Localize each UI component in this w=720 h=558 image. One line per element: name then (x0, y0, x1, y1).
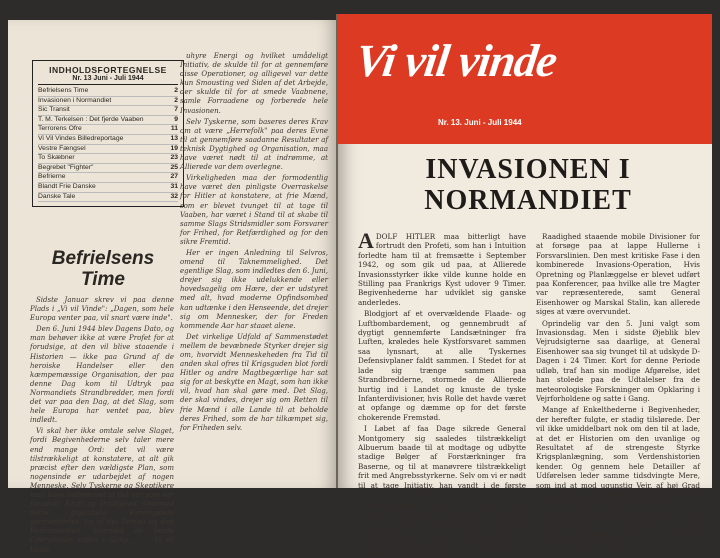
paragraph: Den 6. Juni 1944 blev Dagens Dato, og man behøver ikke at være Profet for at forudsige, at den vil blive staaende i Historien — ikke paa Grund af de heroiske Handelser eller den kæmpemæssige Organisation, der paa denne Dag kom til Udtryk paa Normandiets Strandbredder, men fordi det var paa den Dag, at det Slag, som hele Europa har ventet paa, blev indledt. (30, 325, 174, 425)
headline-line-2: NORMANDIET (424, 185, 632, 216)
toc-item-page: 2 (174, 87, 178, 94)
paragraph: Mange af Enkelthederne i Begivenheder, der herefter fulgte, er stadig tilslørede. Der vil ikke umiddelbart nok om den til at lade, at det er Historien om den uvanlige og Resultatet af de strengeste Styrke Krigsplanlægning, som Verdenshistorien kender. Og gennem hele Detailler af Udførelsen leder samme tidsdvingte Mere, som ind at mod ugunstig Vejr, af høj Grad har forøget de Vanskeligheder, som de allierede Tropper skulde overvinde. (536, 405, 700, 509)
masthead-banner (338, 14, 712, 144)
right-column-2 (536, 232, 700, 548)
toc-item (38, 154, 178, 164)
toc-item-page: 25 (170, 163, 178, 171)
toc-item (38, 164, 178, 174)
toc-item-title: Danske Tale (38, 192, 76, 200)
paragraph: Oprindelig var den 5. Juni valgt som Invasionsdag. Men i sidste Øjeblik blev Vejrudsigterne saa daarlige, at General Eisenhower saa sig tvunget til at udskyde D-Dagen i 24 Timer. Kort for denne Periode udløb, traf han sin modige Afgørelse, idet han stolede paa de Udtalelser fra de meteorologiske Forskninger om Opklaring i Vejrforholdene og satte i Gang. (536, 318, 700, 403)
toc-item-title: Befrierne (38, 173, 66, 181)
toc-subtitle: Nr. 13 Juni - Juli 1944 (38, 75, 178, 85)
toc-item-page: 19 (170, 144, 178, 152)
toc-item-title: T. M. Terkelsen : Det fjerde Vaaben (38, 115, 144, 123)
toc-item-title: Vi Vil Vindes Billedreportage (38, 134, 124, 142)
toc-item-page: 7 (174, 106, 178, 114)
toc-item-page: 9 (174, 115, 178, 123)
headline-line-1: INVASIONEN I (425, 154, 631, 185)
paragraph: Blodgjort af et overvældende Flaade- og Luftbombardement, og gennembrudt af dygtigt gennemførte Landsætninger fra Luften, krøledes hele Kystforsvaret sammen saa lynsnart, at alle Tyskernes Defensivplaner faldt sammen. I Stedet for at lade sig trænge sammen paa Strandbredderne, stormede de Allierede hurtig ind i Landet og knuste de tyske Infanterdivisioner, hvis Rolle det havde været at opfange og dæmme op for det første chokerende Fremstød. (358, 309, 526, 422)
toc-item (38, 106, 178, 116)
masthead-title: Vi vil vinde (352, 35, 560, 86)
toc-item-title: Befrielsens Time (38, 87, 89, 94)
toc-title: INDHOLDSFORTEGNELSE (49, 65, 167, 75)
left-page (8, 20, 338, 554)
paragraph: Selv Tyskerne, som baseres deres Krav om at være „Herrefolk" paa deres Evne til at gennemføre saadanne Resultater af teknisk Dygtighed og Organisation, maa have været nødt til at indrømme, at Allierede var dem overlegne. (180, 117, 328, 172)
toc-item-title: Blandt Frie Danske (38, 182, 96, 190)
issue-info: Nr. 13. Juni - Juli 1944 (438, 118, 522, 127)
paragraph: Virkeligheden maa der formodentlig have været den pinligste Overraskelse for Hitler at konstatere, at frie Mænd, som er blevet tvunget til at tage til Vaaben, har været i Stand til at skabe til samme Slags Stridsmidler som Forsvarer for Frihed, for Retfærdighed og for den sikre Fremtid. (180, 174, 328, 246)
toc-item-page: 2 (174, 96, 178, 104)
left-column-2 (180, 52, 328, 482)
toc-item (38, 87, 178, 97)
toc-item-page: 31 (170, 182, 178, 190)
toc-item-page: 32 (170, 192, 178, 200)
paragraph: Her er ingen Anledning til Selvros, omend til Taknemmelighed. Det egentlige Slag, som indledtes den 6. Juni, drejer sig ikke udelukkende eller hovedsagelig om Hære, der er udstyret med alt, hvad moderne Opfindsomhed kan udtænke i den Henseende, det drejer sig om Mennesker, der for Freden kommende Aar har staaet alene. (180, 248, 328, 330)
toc-item-title: To Skæbner (38, 154, 75, 162)
article-headline-invasionen (358, 154, 698, 216)
toc-item-title: Terrorens Ofre (38, 125, 82, 133)
toc-item-page: 23 (170, 154, 178, 162)
paragraph: DOLF HITLER maa bitterligt have fortrudt den Profeti, som han i Intuition forledte ham til at fremsætte i September 1942, og som gik ud paa, at Allierede Invasionsstyrker ikke vilde kunne holde en Stilling paa Frankrigs Kyst udover 9 Timer. Begivenhederne har udviklet sig ganske anderledes. (358, 232, 526, 307)
toc-item (38, 193, 178, 203)
toc-item (38, 183, 178, 193)
paragraph: Sidste Januar skrev vi paa denne Plads i „Vi vil Vinde": „Dagen, som hele Europa venter paa, vil snart være inde". (30, 296, 174, 323)
paragraph: Vi skal her ikke omtale selve Slaget, fordi Begivenhederne selv taler mere end mange Ord: det vil være tilstrækkeligt at konstatere, at alt gik præcist efter den vældigste Plan, som nogensinde er udarbejdet af nogen Menneske. Selv Tyskerne og Skeptikere maa have indrømmet at det var som var forudset. Kraft og Dristighed, hvormed dette gigantiske Foretagende gennemførtes, og af det Tempo og den Beslutsomhed, hvormed de første Operationer sattes i Gang, . . . Vi vil Vinde (30, 427, 174, 554)
paragraph: Under disse Forhold har den britiske og amerikanske Marine og Handelshandelsflaade udført overordentligt vanskelige Operationer (536, 510, 700, 548)
paragraph: I Løbet af faa Dage sikrede General Montgomery sig saaledes tilstrækkeligt Albuerum baade til at modtage og udbytte stadige Bølger af Forstærkninger fra Baserne, og til at manøvrere tilstrækkeligt frit med Angrebsstyrkerne. Selv om vi er nødt til at tage Initiativ, han vandt i de første Dage, blevet fortsat. (358, 424, 526, 499)
toc-item-page: 27 (170, 173, 178, 181)
right-page (338, 14, 712, 558)
toc-item-page: 11 (170, 125, 178, 133)
toc-item (38, 173, 178, 183)
toc-item (38, 97, 178, 107)
toc-list (38, 87, 178, 202)
right-column-1 (358, 228, 526, 558)
toc-item (38, 116, 178, 126)
toc-item (38, 125, 178, 135)
paragraph: Det virkelige Udfald af Sammenstødet mellem de bevæbnede Styrker drejer sig om, hvorvidt Menneskeheden fra Tid til anden skal ofres til Krigsguden blot fordi Hitler og andre Magtbegærlige har sat sig for at beskytte en Magt, som han ikke vil, hvad han skal gøre med. Det Slag, der skal vindes, drejer sig om Retten til frie Mænd i alle Lande til at beholde deres Frihed, som de har tilkæmpet sig, for Friheden selv. (180, 332, 328, 432)
paragraph: uhyre Energi og hvilket umådeligt Initiativ, de skulde til for at gennemføre disse Operationer, og alligevel var dette kun Smousting ved Siden af det Arbejde, der skulde til for at smede Vaabnene, samle Forraadene og forberede hele Invasionen. (180, 52, 328, 115)
toc-item-title: Sic Transit (38, 106, 70, 114)
paragraph: Fjenden blev tvunget til at sætte sine Styrker ind der hvor de Allierede ønskede det, ikke efter sin egen Plan, og der gennemførte han et forsøg paa at omgruppere sine Styrker der kunde have for Fjenden at anvende alle til (358, 501, 526, 558)
drop-cap: A (358, 228, 374, 253)
toc-item-title: Vestre Fængsel (38, 144, 86, 152)
toc-item (38, 145, 178, 155)
toc-item (38, 135, 178, 145)
article-headline-befrielsens-time: Befrielsens Time (51, 248, 155, 290)
toc-item-title: Begrebet "Fighter" (38, 163, 94, 171)
table-of-contents (32, 60, 184, 207)
toc-item-page: 13 (170, 134, 178, 142)
toc-item-title: Invasionen i Normandiet (38, 96, 112, 104)
left-column-1 (30, 296, 174, 554)
paragraph: Raadighed staaende mobile Divisioner for at forsøge paa at lappe Hullerne i Forsvarslinien. Den mest kritiske Fase i den kombinerede Invasions-Operation, Hvis Opretning og Planlæggelse er blevet udført paa Konferencer, paa hvilke alle tre Magter var repræsenterede, samt General Eisenhower og Marskal Stalin, kan allerede siges at være overvundet. (536, 232, 700, 317)
